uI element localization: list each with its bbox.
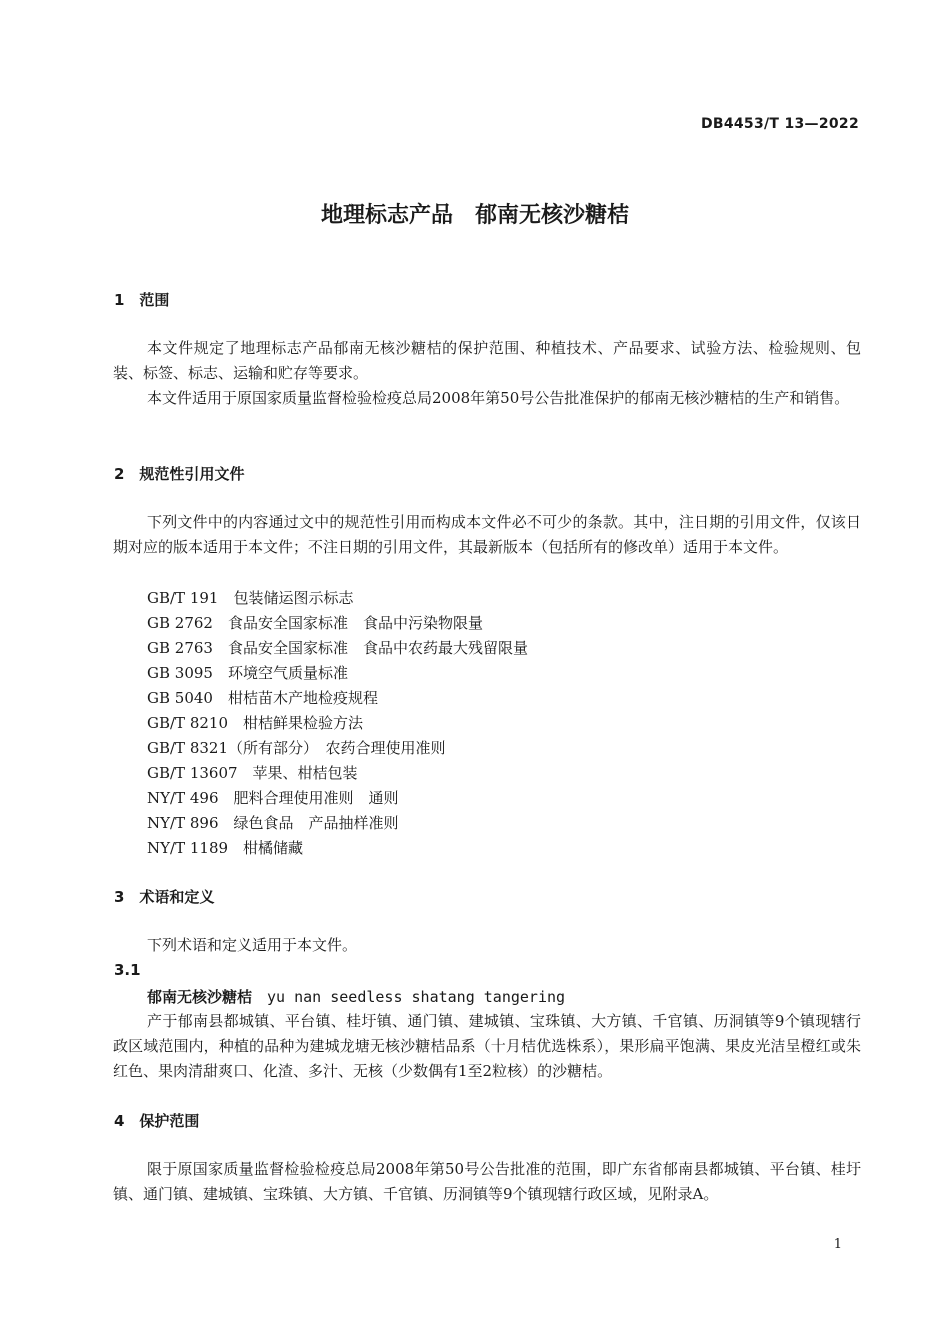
reference-item: GB/T 191 包装储运图示标志	[147, 589, 354, 607]
section-4-paragraph-1: 限于原国家质量监督检验检疫总局2008年第50号公告批准的范围，即广东省郁南县都城镇、平台镇、桂圩镇、通门镇、建城镇、宝珠镇、大方镇、千官镇、历洞镇等9个镇现辖行政区域，见附录A。	[113, 1160, 861, 1203]
term-name-cn: 郁南无核沙糖桔	[147, 988, 253, 1006]
section-1-paragraph-1: 本文件规定了地理标志产品郁南无核沙糖桔的保护范围、种植技术、产品要求、试验方法、检验规则、包装、标签、标志、运输和贮存等要求。	[113, 339, 861, 382]
section-4-heading: 4 保护范围	[114, 1112, 200, 1130]
section-3-heading: 3 术语和定义	[114, 888, 215, 906]
term-number: 3.1	[114, 961, 141, 979]
reference-item: GB 3095 环境空气质量标准	[147, 664, 348, 682]
reference-item: GB 2763 食品安全国家标准 食品中农药最大残留限量	[147, 639, 528, 657]
reference-item: NY/T 896 绿色食品 产品抽样准则	[147, 814, 399, 832]
section-1-heading: 1 范围	[114, 291, 170, 309]
reference-item: GB 2762 食品安全国家标准 食品中污染物限量	[147, 614, 483, 632]
reference-item: GB 5040 柑桔苗木产地检疫规程	[147, 689, 378, 707]
reference-item: GB/T 13607 苹果、柑桔包装	[147, 764, 358, 782]
reference-item: GB/T 8210 柑桔鲜果检验方法	[147, 714, 364, 732]
page-number: 1	[833, 1237, 842, 1252]
reference-item: GB/T 8321（所有部分） 农药合理使用准则	[147, 739, 446, 757]
term-name	[147, 986, 565, 1007]
section-1-paragraph-2: 本文件适用于原国家质量监督检验检疫总局2008年第50号公告批准保护的郁南无核沙糖桔的生产和销售。	[147, 389, 850, 407]
reference-item: NY/T 1189 柑橘储藏	[147, 839, 304, 857]
document-title: 地理标志产品 郁南无核沙糖桔	[320, 203, 629, 228]
term-definition: 产于郁南县都城镇、平台镇、桂圩镇、通门镇、建城镇、宝珠镇、大方镇、千官镇、历洞镇等9个镇现辖行政区域范围内，种植的品种为建城龙塘无核沙糖桔品系（十月桔优选株系），果形扁平饱满、果皮光洁呈橙红或朱红色、果肉清甜爽口、化渣、多汁、无核（少数偶有1至2粒核）的沙糖桔。	[113, 1012, 861, 1080]
document-id: DB4453/T 13—2022	[700, 116, 859, 132]
term-name-en: yu nan seedless shatang tangering	[267, 988, 566, 1006]
reference-item: NY/T 496 肥料合理使用准则 通则	[147, 789, 399, 807]
section-2-heading: 2 规范性引用文件	[114, 465, 245, 483]
section-3-paragraph-1: 下列术语和定义适用于本文件。	[147, 936, 358, 954]
section-2-paragraph-1: 下列文件中的内容通过文中的规范性引用而构成本文件必不可少的条款。其中，注日期的引用文件，仅该日期对应的版本适用于本文件；不注日期的引用文件，其最新版本（包括所有的修改单）适用于本文件。	[113, 513, 861, 556]
